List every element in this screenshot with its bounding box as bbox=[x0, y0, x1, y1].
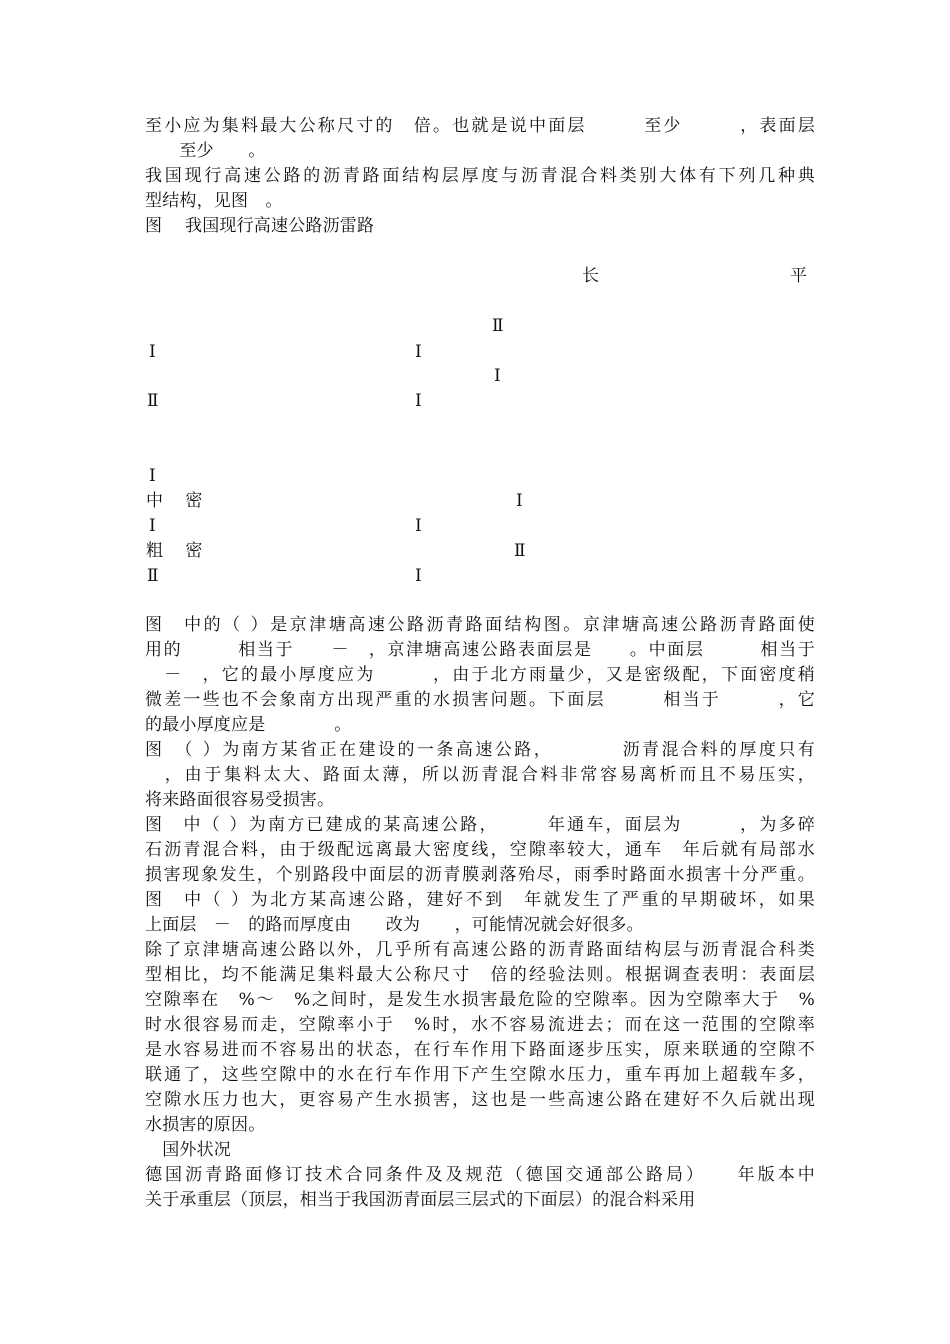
para7-line: 联通了，这些空隙中的水在行车作用下产生空隙水压力，重车再加上超载车多， bbox=[145, 1065, 815, 1085]
figure-label-cumi: 粗 密 bbox=[146, 541, 203, 561]
para7-line: 型相比，均不能满足集料最大公称尺寸 倍的经验法则。根据调查表明：表面层 bbox=[145, 965, 815, 985]
para7-line: 除了京津塘高速公路以外，几乎所有高速公路的沥青路面结构层与沥青混合科类 bbox=[145, 940, 815, 960]
para4-line: ，由于集料太大、路面太薄，所以沥青混合料非常容易离析而且不易压实， bbox=[145, 765, 815, 785]
para5-line: 损害现象发生，个别路段中面层的沥青膜剥落殆尽，雨季时路面水损害十分严重。 bbox=[145, 865, 815, 885]
figure-roman: Ⅱ bbox=[147, 391, 159, 411]
para7-line: 是水容易进而不容易出的状态，在行车作用下路面逐步压实，原来联通的空隙不 bbox=[145, 1040, 815, 1060]
para2-line1: 我国现行高速公路的沥青路面结构层厚度与沥青混合料类别大体有下列几种典 bbox=[145, 166, 815, 186]
figure-roman: Ⅰ bbox=[415, 516, 422, 536]
figure-roman: Ⅰ bbox=[149, 342, 156, 362]
para7-line: 时水很容易而走，空隙率小于 %时，水不容易流进去；而在这一范围的空隙率 bbox=[145, 1015, 815, 1035]
para5-line: 石沥青混合料，由于级配远离最大密度线，空隙率较大，通车 年后就有局部水 bbox=[145, 840, 815, 860]
figure-roman: Ⅰ bbox=[149, 466, 156, 486]
para4-line: 将来路面很容易受损害。 bbox=[145, 790, 335, 810]
para7-line: 空隙率在 %～ %之间时，是发生水损害最危险的空隙率。因为空隙率大于 % bbox=[145, 990, 815, 1010]
para2-line2: 型结构，见图 。 bbox=[145, 191, 283, 211]
para6-line: 上面层 － 的路而厚度由 改为 ，可能情况就会好很多。 bbox=[145, 915, 644, 935]
para1-line2: 至少 。 bbox=[145, 141, 266, 161]
figure-roman: Ⅱ bbox=[147, 566, 159, 586]
figure-label-ping: 平 bbox=[790, 266, 807, 286]
figure-roman: Ⅱ bbox=[514, 541, 526, 561]
figure-roman: Ⅰ bbox=[415, 391, 422, 411]
para8-line: 关于承重层（顶层，相当于我国沥青面层三层式的下面层）的混合料采用 bbox=[145, 1190, 696, 1210]
para8-line: 德国沥青路面修订技术合同条件及及规范（德国交通部公路局） 年版本中 bbox=[145, 1165, 815, 1185]
figure-roman: Ⅰ bbox=[494, 366, 501, 386]
figure-label-chang: 长 bbox=[582, 266, 599, 286]
para3-line: － ，它的最小厚度应为 ，由于北方雨量少，又是密级配，下面密度稍 bbox=[145, 665, 815, 685]
para3-line: 图 中的（ ）是京津塘高速公路沥青路面结构图。京津塘高速公路沥青路面使 bbox=[145, 615, 815, 635]
figure-roman: Ⅰ bbox=[415, 566, 422, 586]
figure-label-zhongmi: 中 密 bbox=[146, 491, 203, 511]
section-heading: 国外状况 bbox=[145, 1140, 231, 1160]
para7-line: 空隙水压力也大，更容易产生水损害，这也是一些高速公路在建好不久后就出现 bbox=[145, 1090, 815, 1110]
para1-line1: 至小应为集料最大公称尺寸的 倍。也就是说中面层 至少 ，表面层 bbox=[145, 116, 815, 136]
para3-line: 用的 相当于 － ，京津塘高速公路表面层是 。中面层 相当于 bbox=[145, 640, 815, 660]
figure-caption: 图 我国现行高速公路沥雷路 bbox=[145, 216, 375, 236]
para4-line: 图 （ ）为南方某省正在建设的一条高速公路， 沥青混合料的厚度只有 bbox=[145, 740, 815, 760]
para7-line: 水损害的原因。 bbox=[145, 1115, 266, 1135]
para3-line: 微差一些也不会象南方出现严重的水损害问题。下面层 相当于 ，它 bbox=[145, 690, 815, 710]
para5-line: 图 中（ ）为南方已建成的某高速公路， 年通车，面层为 ，为多碎 bbox=[145, 815, 815, 835]
figure-roman: Ⅰ bbox=[516, 491, 523, 511]
figure-roman: Ⅰ bbox=[149, 516, 156, 536]
figure-roman: Ⅰ bbox=[415, 342, 422, 362]
para6-line: 图 中（ ）为北方某高速公路，建好不到 年就发生了严重的早期破坏，如果 bbox=[145, 890, 815, 910]
para3-line: 的最小厚度应是 。 bbox=[145, 715, 352, 735]
figure-roman: Ⅱ bbox=[492, 316, 504, 336]
